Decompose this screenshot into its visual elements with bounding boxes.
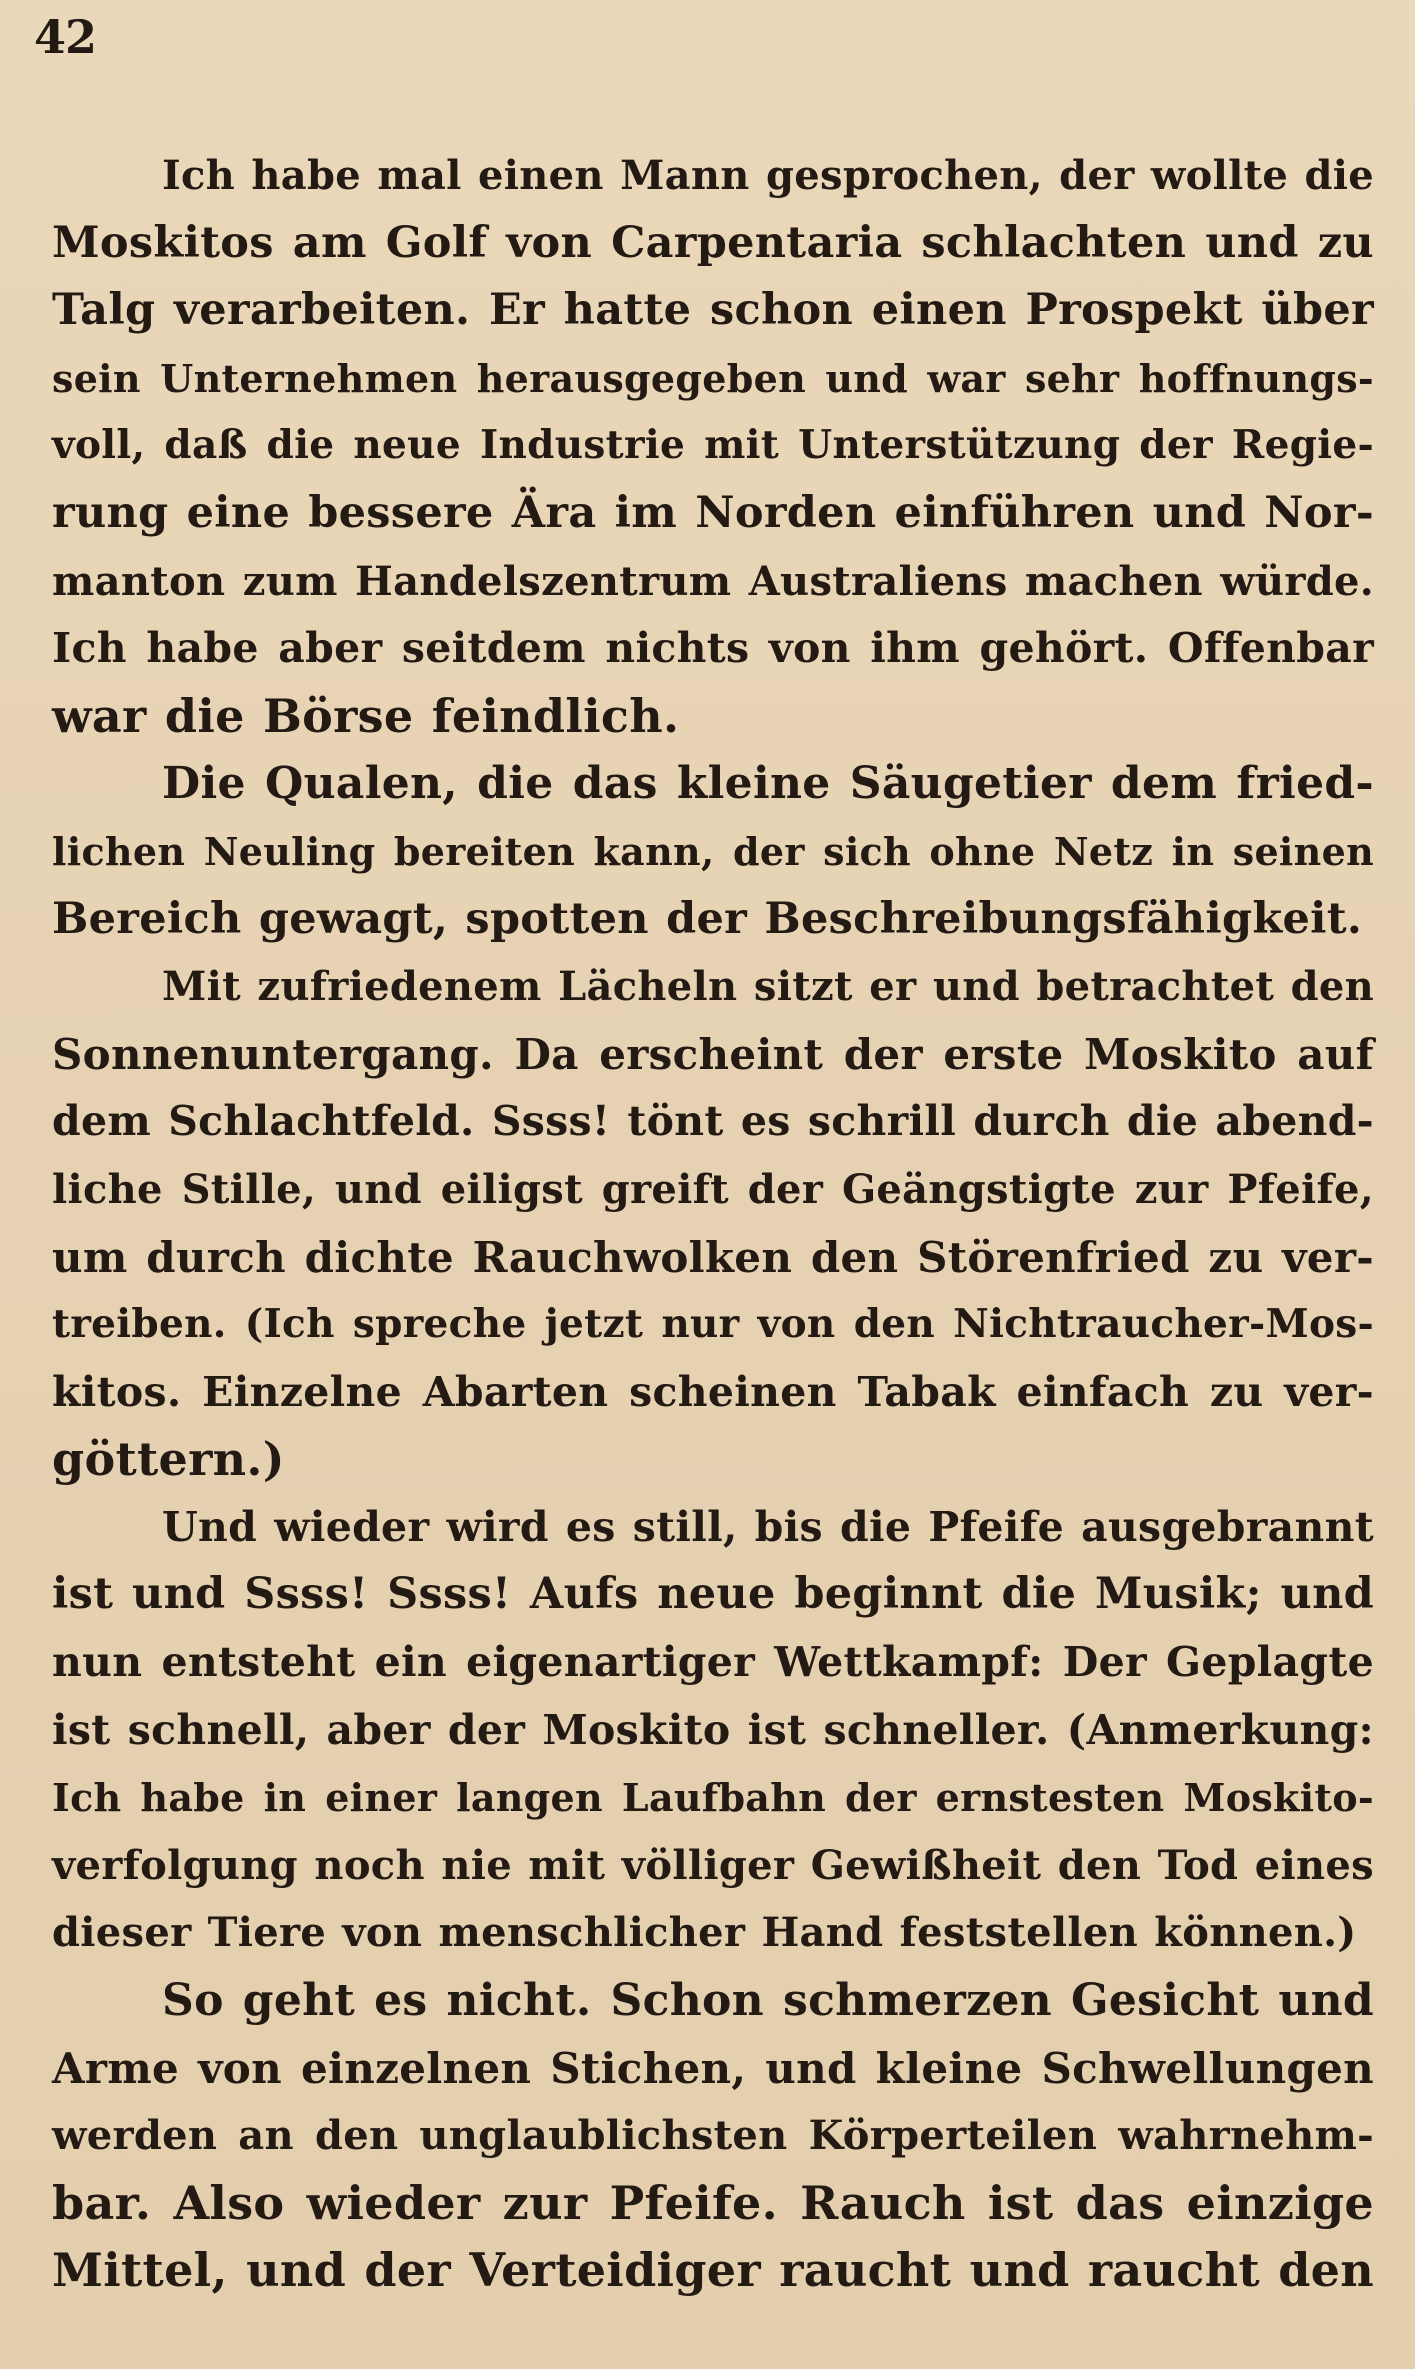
text-line: So geht es nicht. Schon schmerzen Gesicht und <box>162 1975 1374 2027</box>
text-line: lichen Neuling bereiten kann, der sich ohne Netz in seinen <box>52 828 1374 874</box>
text-line: Ich habe mal einen Mann gesprochen, der wollte die <box>162 152 1374 199</box>
text-line: manton zum Handelszentrum Australiens machen würde. <box>52 557 1374 605</box>
text-line: sein Unternehmen herausgegeben und war sehr hoffnungs- <box>52 355 1374 401</box>
text-line: dem Schlachtfeld. Ssss! tönt es schrill durch die abend- <box>52 1097 1374 1146</box>
text-line: ist schnell, aber der Moskito ist schneller. (Anmerkung: <box>52 1705 1374 1754</box>
text-line: bar. Also wieder zur Pfeife. Rauch ist das einzige <box>52 2175 1374 2230</box>
text-line: Bereich gewagt, spotten der Beschreibungsfähigkeit. <box>52 893 1363 944</box>
text-line: rung eine bessere Ära im Norden einführen und Nor- <box>52 487 1374 538</box>
text-line: Mittel, und der Verteidiger raucht und raucht den <box>52 2243 1374 2298</box>
text-line: Sonnenuntergang. Da erscheint der erste Moskito auf <box>52 1029 1374 1079</box>
text-line: Mit zufriedenem Lächeln sitzt er und betrachtet den <box>162 963 1374 1011</box>
text-line: treiben. (Ich spreche jetzt nur von den Nichtraucher-Mos- <box>52 1301 1374 1348</box>
body-text <box>52 142 1374 2305</box>
text-line: liche Stille, und eiligst greift der Geängstigte zur Pfeife, <box>52 1165 1374 1213</box>
text-line: Arme von einzelnen Stichen, und kleine Schwellungen <box>52 2043 1374 2093</box>
text-line: war die Börse feindlich. <box>52 688 680 743</box>
text-line: Ich habe aber seitdem nichts von ihm gehört. Offenbar <box>52 624 1374 673</box>
text-line: um durch dichte Rauchwolken den Störenfried zu ver- <box>52 1232 1374 1282</box>
text-line: Und wieder wird es still, bis die Pfeife ausgebrannt <box>162 1502 1374 1551</box>
text-line: Moskitos am Golf von Carpentaria schlachten und zu <box>52 217 1374 268</box>
page-number: 42 <box>34 10 97 64</box>
text-line: Die Qualen, die das kleine Säugetier dem fried- <box>162 758 1374 810</box>
text-line: nun entsteht ein eigenartiger Wettkampf: Der Geplagte <box>52 1638 1374 1687</box>
text-line: verfolgung noch nie mit völliger Gewißheit den Tod eines <box>52 1841 1374 1889</box>
text-line: werden an den unglaublichsten Körperteilen wahrnehm- <box>52 2112 1374 2160</box>
text-line: kitos. Einzelne Abarten scheinen Tabak einfach zu ver- <box>52 1367 1374 1416</box>
text-line: göttern.) <box>52 1432 285 1487</box>
text-line: Talg verarbeiten. Er hatte schon einen Prospekt über <box>52 285 1374 336</box>
text-line: dieser Tiere von menschlicher Hand feststellen können.) <box>52 1909 1357 1957</box>
text-line: voll, daß die neue Industrie mit Unterstützung der Regie- <box>52 422 1374 469</box>
text-line: ist und Ssss! Ssss! Aufs neue beginnt die Musik; und <box>52 1569 1374 1620</box>
text-line: Ich habe in einer langen Laufbahn der ernstesten Moskito- <box>52 1775 1374 1821</box>
